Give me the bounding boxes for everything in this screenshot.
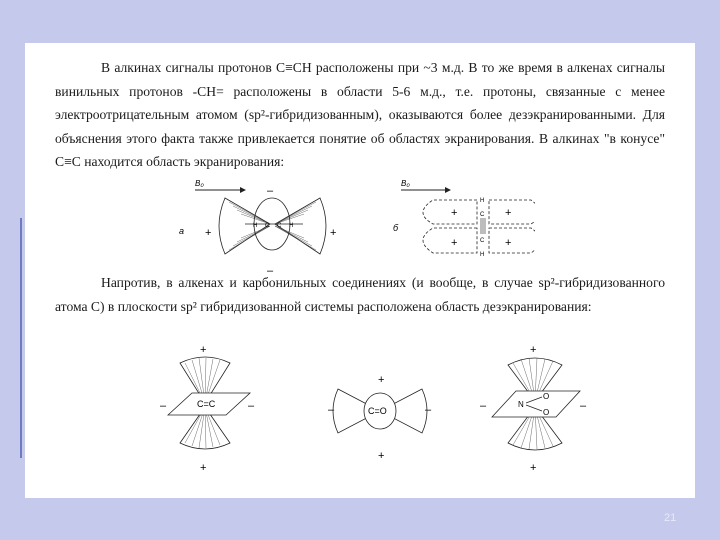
minus-imine-left: – — [480, 400, 487, 412]
plus-carbonyl-bottom: + — [378, 450, 385, 462]
imine-diagram — [480, 344, 587, 474]
panel-a — [179, 179, 336, 276]
carbonyl-formula: C=O — [368, 406, 387, 416]
b0-arrowhead-b — [445, 187, 451, 193]
minus-a-top: – — [267, 185, 274, 197]
lobe-upper-right-b — [489, 200, 535, 224]
lobe-lower-left-b — [423, 228, 477, 253]
plus-b-lower-right: + — [505, 237, 512, 249]
plus-imine-top: + — [530, 344, 537, 356]
atom-h-left-a: H — [253, 223, 258, 229]
plus-b-lower: + — [451, 237, 458, 249]
panel-b-label: б — [393, 223, 399, 233]
plus-imine-bottom: + — [530, 462, 537, 474]
atom-h-top-b: H — [480, 198, 485, 204]
deshielding-figure — [140, 341, 630, 476]
atom-c-bottom-b: C — [480, 238, 485, 244]
minus-alkene-right: – — [248, 400, 255, 412]
b0-label-a: B₀ — [195, 179, 204, 188]
lobe-upper-left-b — [423, 200, 477, 224]
atom-c-1-a: C — [265, 223, 270, 229]
document-sheet — [25, 43, 695, 498]
paragraph-alkynes — [55, 56, 665, 174]
plus-b-upper-right: + — [505, 207, 512, 219]
minus-alkene-left: – — [160, 400, 167, 412]
paragraph-alkenes — [55, 271, 665, 318]
slide-left-rule — [20, 218, 22, 458]
imine-n: N — [518, 400, 524, 409]
minus-imine-right: – — [580, 400, 587, 412]
minus-carbonyl-left: – — [328, 404, 335, 416]
plus-alkene-top: + — [200, 344, 207, 356]
slide-page-number: 21 — [664, 512, 677, 524]
alkene-formula: C=C — [197, 399, 216, 409]
imine-o-bottom: O — [543, 408, 550, 417]
plus-b-upper: + — [451, 207, 458, 219]
plus-a-left: + — [205, 227, 212, 239]
imine-o-top: O — [543, 392, 550, 401]
plus-a-right: + — [330, 227, 337, 239]
paragraph-alkenes-text: Напротив, в алкенах и карбонильных соединениях (и вообще, в случае sp²-гибридизованного атома С) в плоскости sp² гибридизованной системы расположена область дезэкранирования: — [55, 275, 665, 314]
atom-h-bottom-b: H — [480, 252, 485, 258]
alkyne-shielding-figure — [175, 176, 535, 276]
minus-carbonyl-right: – — [425, 404, 432, 416]
atom-c-2-a: C — [277, 223, 282, 229]
lobe-lower-right-b — [489, 228, 535, 253]
minus-a-bottom: – — [267, 265, 274, 276]
b0-arrowhead-a — [240, 187, 246, 193]
atom-h-right-a: H — [289, 223, 294, 229]
paragraph-alkynes-text: В алкинах сигналы протонов С≡СН расположены при ~3 м.д. В то же время в алкенах сигналы винильных протонов -СН= расположены в области 5-6 м.д., т.е. протоны, связанные с менее электроотрицательным атомом (sp²-гибридизованным), оказываются более дезэкранированными. Для объяснения этого факта также привлекается понятие об областях экранирования. В алкинах "в конусе" С≡С находится область экранирования: — [55, 60, 665, 169]
panel-b — [393, 179, 535, 258]
plus-alkene-bottom: + — [200, 462, 207, 474]
plus-carbonyl-top: + — [378, 374, 385, 386]
alkene-diagram — [160, 344, 255, 474]
atom-c-top-b: C — [480, 212, 485, 218]
carbonyl-diagram — [328, 374, 432, 462]
panel-a-label: а — [179, 226, 185, 236]
b0-label-b: B₀ — [401, 179, 410, 188]
cone-right-a — [275, 198, 326, 254]
